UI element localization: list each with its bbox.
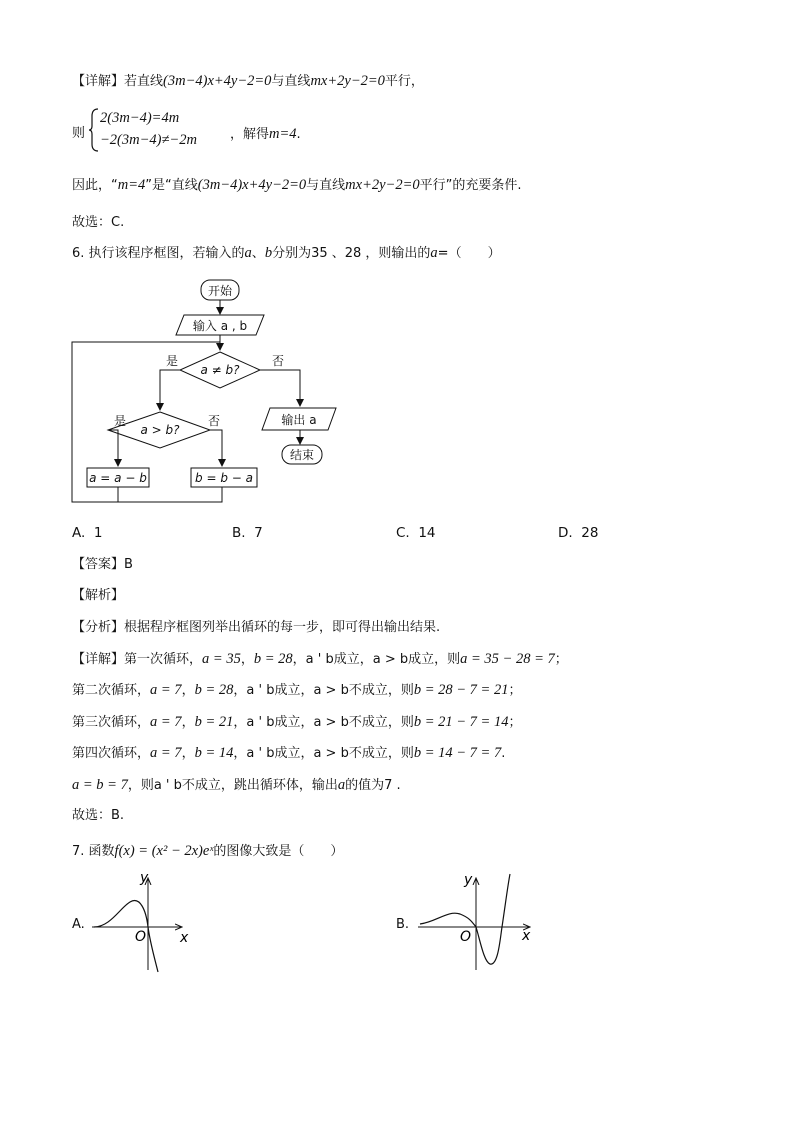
graph-a	[90, 870, 200, 975]
line-equation-2: mx+2y−2=0	[310, 73, 385, 89]
x-axis-label: x	[180, 930, 189, 946]
detail-tag: 【详解】	[72, 74, 125, 89]
choice-a: A. 1	[72, 525, 103, 541]
loop-line-1: 【详解】第一次循环，a = 35，b = 28，a ' b成立，a > b成立，则a = 35 − 28 = 7；	[72, 651, 568, 667]
loop-line-3: 第三次循环，a = 7，b = 21，a ' b成立，a > b不成立，则b = 21 − 7 = 14；	[72, 714, 522, 730]
q5-answer: 故选：C.	[72, 215, 125, 230]
function-formula: f(x) = (x² − 2x)eˣ	[114, 843, 214, 859]
flow-cond-ne-text: a ≠ b?	[200, 363, 240, 377]
origin-label: O	[135, 929, 147, 945]
flow-no-label: 否	[272, 354, 285, 368]
q6-fenxi: 【分析】根据程序框图列举出循环的每一步，即可得出输出结果.	[72, 620, 441, 635]
y-axis-label: y	[464, 872, 473, 888]
choice-b: B. 7	[232, 525, 263, 541]
system-row-2: −2(3m−4)≠−2m	[100, 132, 197, 148]
choice-d: D. 28	[558, 525, 599, 541]
y-axis-label: y	[140, 870, 149, 886]
brace-icon	[88, 108, 100, 152]
q5-then-label: 则	[72, 126, 86, 141]
flow-cond-gt-text: a > b?	[140, 423, 180, 437]
graph-b	[414, 870, 544, 975]
graph-b-label: B.	[396, 917, 410, 932]
system-row-1: 2(3m−4)=4m	[100, 110, 180, 126]
flow-assign-a-text: a = a − b	[89, 471, 147, 485]
flow-input-text: 输入 a , b	[192, 319, 248, 333]
flow-yes-label: 是	[113, 414, 126, 428]
q6-answer-line: 【答案】B	[72, 557, 133, 572]
choice-c: C. 14	[396, 525, 436, 541]
analysis-tag: 【解析】	[72, 588, 125, 603]
q6-final-line: a = b = 7，则a ' b不成立，跳出循环体，输出a的值为7 .	[72, 777, 401, 793]
q6-answer: 故选：B.	[72, 808, 125, 823]
flow-end-text: 结束	[289, 448, 315, 462]
flow-no-label: 否	[208, 414, 221, 428]
x-axis-label: x	[522, 928, 531, 944]
q5-detail-line: 【详解】若直线(3m−4)x+4y−2=0与直线mx+2y−2=0平行，	[72, 73, 424, 89]
origin-label: O	[460, 929, 472, 945]
graph-a-label: A.	[72, 917, 85, 932]
q6-stem: 6. 执行该程序框图，若输入的a、b分别为35 、28 ，则输出的a=（ ）	[72, 245, 501, 261]
loop-line-4: 第四次循环，a = 7，b = 14，a ' b成立，a > b不成立，则b = 14 − 7 = 7.	[72, 745, 506, 761]
q7-stem: 7. 函数f(x) = (x² − 2x)eˣ的图像大致是（ ）	[72, 843, 344, 859]
flow-output-text: 输出 a	[281, 413, 317, 427]
q5-conclusion: 因此，“m=4”是“直线(3m−4)x+4y−2=0与直线mx+2y−2=0平行”的充要条件.	[72, 177, 522, 193]
q5-solve: ，解得m=4.	[230, 126, 301, 142]
loop-line-2: 第二次循环，a = 7，b = 28，a ' b成立，a > b不成立，则b = 28 − 7 = 21；	[72, 682, 522, 698]
flow-yes-label: 是	[165, 354, 178, 368]
line-equation-1: (3m−4)x+4y−2=0	[163, 73, 272, 89]
flowchart	[0, 270, 794, 515]
answer-tag: 【答案】	[72, 557, 125, 572]
flow-assign-b-text: b = b − a	[195, 471, 253, 485]
flow-start-text: 开始	[207, 284, 233, 298]
